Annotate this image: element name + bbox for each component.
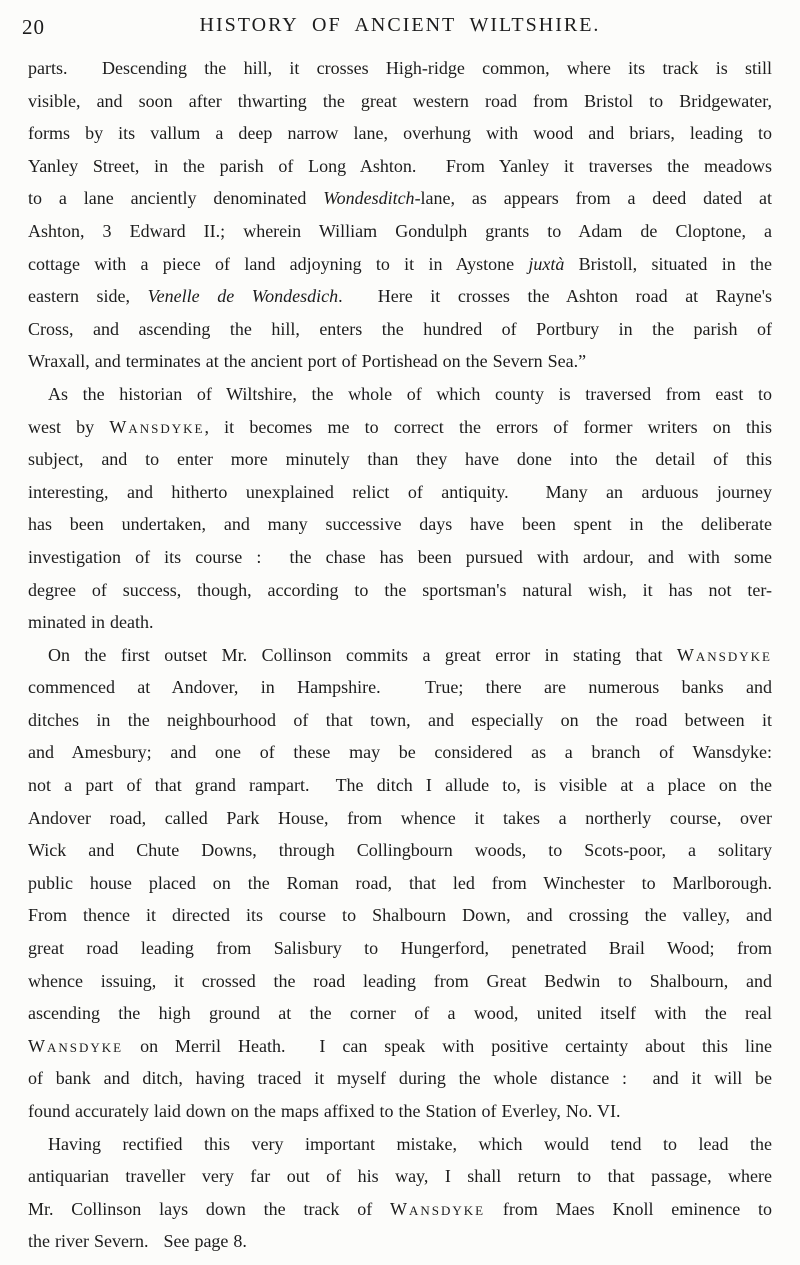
text-line: [28, 52, 772, 85]
text-run: interesting, and hitherto unexplained relict of antiquity. Many an arduous journey: [28, 481, 772, 502]
text-run: -lane, as appears from a deed dated at: [414, 188, 772, 209]
text-run: ascending the high ground at the corner of a wood, united itself with the real: [28, 1003, 772, 1024]
text-run: found accurately laid down on the maps affixed to the Station of Everley, No. VI.: [28, 1101, 621, 1121]
text-run: commenced at Andover, in Hampshire. True; there are numerous banks and: [28, 677, 772, 698]
text-line: [28, 1128, 772, 1161]
text-line: [28, 1095, 772, 1128]
text-run: Cross, and ascending the hill, enters the hundred of Portbury in the parish of: [28, 318, 772, 339]
text-line: [28, 867, 772, 900]
text-line: [28, 1062, 772, 1095]
paragraph: [28, 639, 772, 1128]
italic-run: Wondesditch: [323, 188, 415, 209]
text-run: degree of success, though, according to the sportsman's natural wish, it has not ter-: [28, 579, 772, 600]
text-line: [28, 508, 772, 541]
text-line: [28, 313, 772, 346]
text-run: visible, and soon after thwarting the great western road from Bristol to Bridgewater,: [28, 90, 772, 111]
text-line: [28, 85, 772, 118]
text-run: Andover road, called Park House, from whence it takes a northerly course, over: [28, 807, 772, 828]
text-run: west by: [28, 416, 110, 437]
text-line: [28, 117, 772, 150]
text-run: cottage with a piece of land adjoyning to it in Aystone: [28, 253, 529, 274]
text-run: antiquarian traveller very far out of his way, I shall return to that passage, where: [28, 1166, 772, 1187]
text-line: [28, 476, 772, 509]
text-line: [28, 965, 772, 998]
smallcaps-run: Wansdyke: [676, 644, 772, 665]
text-line: [28, 606, 772, 639]
page-title: HISTORY OF ANCIENT WILTSHIRE.: [199, 14, 601, 36]
text-line: [28, 834, 772, 867]
text-line: [28, 1193, 772, 1226]
text-run: On the first outset Mr. Collinson commits a great error in stating that: [48, 644, 677, 665]
text-run: parts. Descending the hill, it crosses High-ridge common, where its track is still: [28, 58, 772, 78]
text-line: [28, 378, 772, 411]
text-run: minated in death.: [28, 612, 154, 633]
text-line: [28, 574, 772, 607]
text-run: . Here it crosses the Ashton road at Rayne's: [338, 286, 772, 307]
text-run: From thence it directed its course to Shalbourn Down, and crossing the valley, and: [28, 905, 772, 926]
text-run: great road leading from Salisbury to Hungerford, penetrated Brail Wood; from: [28, 938, 772, 959]
text-run: subject, and to enter more minutely than they have done into the detail of this: [28, 449, 772, 470]
smallcaps-run: Wansdyke: [109, 416, 205, 437]
text-run: to a lane anciently denominated: [28, 188, 324, 209]
text-line: [28, 1030, 772, 1063]
smallcaps-run: Wansdyke: [28, 1035, 124, 1056]
paragraph: [28, 1128, 772, 1258]
text-run: from Maes Knoll eminence to: [485, 1198, 772, 1219]
italic-run: juxtà: [528, 253, 565, 274]
text-run: investigation of its course : the chase has been pursued with ardour, and with some: [28, 546, 772, 567]
text-run: , it becomes me to correct the errors of former writers on this: [204, 416, 772, 437]
text-line: [28, 182, 772, 215]
text-run: Mr. Collinson lays down the track of: [28, 1198, 390, 1219]
text-line: [28, 280, 772, 313]
text-run: Wick and Chute Downs, through Collingbourn woods, to Scots-poor, a solitary: [28, 840, 772, 861]
text-run: has been undertaken, and many successive days have been spent in the deliberate: [28, 514, 772, 535]
text-line: [28, 769, 772, 802]
text-line: [28, 802, 772, 835]
text-run: eastern side,: [28, 286, 148, 307]
paragraph: [28, 378, 772, 639]
text-run: not a part of that grand rampart. The ditch I allude to, is visible at a place on the: [28, 775, 772, 796]
text-run: Having rectified this very important mistake, which would tend to lead the: [48, 1133, 772, 1154]
text-run: whence issuing, it crossed the road leading from Great Bedwin to Shalbourn, and: [28, 970, 772, 991]
text-run: Ashton, 3 Edward II.; wherein William Gondulph grants to Adam de Cloptone, a: [28, 220, 772, 241]
text-run: ditches in the neighbourhood of that town, and especially on the road between it: [28, 709, 772, 730]
text-line: [28, 345, 772, 378]
text-line: [28, 997, 772, 1030]
text-run: on Merril Heath. I can speak with positive certainty about this line: [123, 1035, 772, 1056]
text-line: [28, 736, 772, 769]
text-run: and Amesbury; and one of these may be considered as a branch of Wansdyke:: [28, 742, 772, 763]
page-body: [28, 52, 772, 1258]
text-line: [28, 248, 772, 281]
text-line: [28, 443, 772, 476]
text-run: public house placed on the Roman road, that led from Winchester to Marlborough.: [28, 872, 772, 893]
text-run: the river Severn. See page 8.: [28, 1231, 247, 1252]
text-run: Wraxall, and terminates at the ancient port of Portishead on the Severn Sea.”: [28, 351, 587, 372]
smallcaps-run: Wansdyke: [390, 1198, 486, 1219]
text-line: [28, 541, 772, 574]
text-line: [28, 932, 772, 965]
text-line: [28, 671, 772, 704]
text-line: [28, 150, 772, 183]
text-line: [28, 411, 772, 444]
text-line: [28, 899, 772, 932]
text-run: of bank and ditch, having traced it myself during the whole distance : and it will be: [28, 1068, 772, 1089]
text-run: forms by its vallum a deep narrow lane, overhung with wood and briars, leading to: [28, 123, 772, 144]
text-line: [28, 1225, 772, 1258]
text-line: [28, 215, 772, 248]
text-run: Yanley Street, in the parish of Long Ashton. From Yanley it traverses the meadows: [28, 155, 772, 176]
text-line: [28, 1160, 772, 1193]
italic-run: Venelle de Wondesdich: [147, 286, 339, 307]
text-run: Bristoll, situated in the: [564, 253, 772, 274]
text-run: As the historian of Wiltshire, the whole of which county is traversed from east to: [48, 383, 772, 404]
page-number: 20: [22, 15, 45, 39]
paragraph: [28, 52, 772, 378]
page-header: [0, 11, 800, 47]
text-line: [28, 704, 772, 737]
text-line: [28, 639, 772, 672]
